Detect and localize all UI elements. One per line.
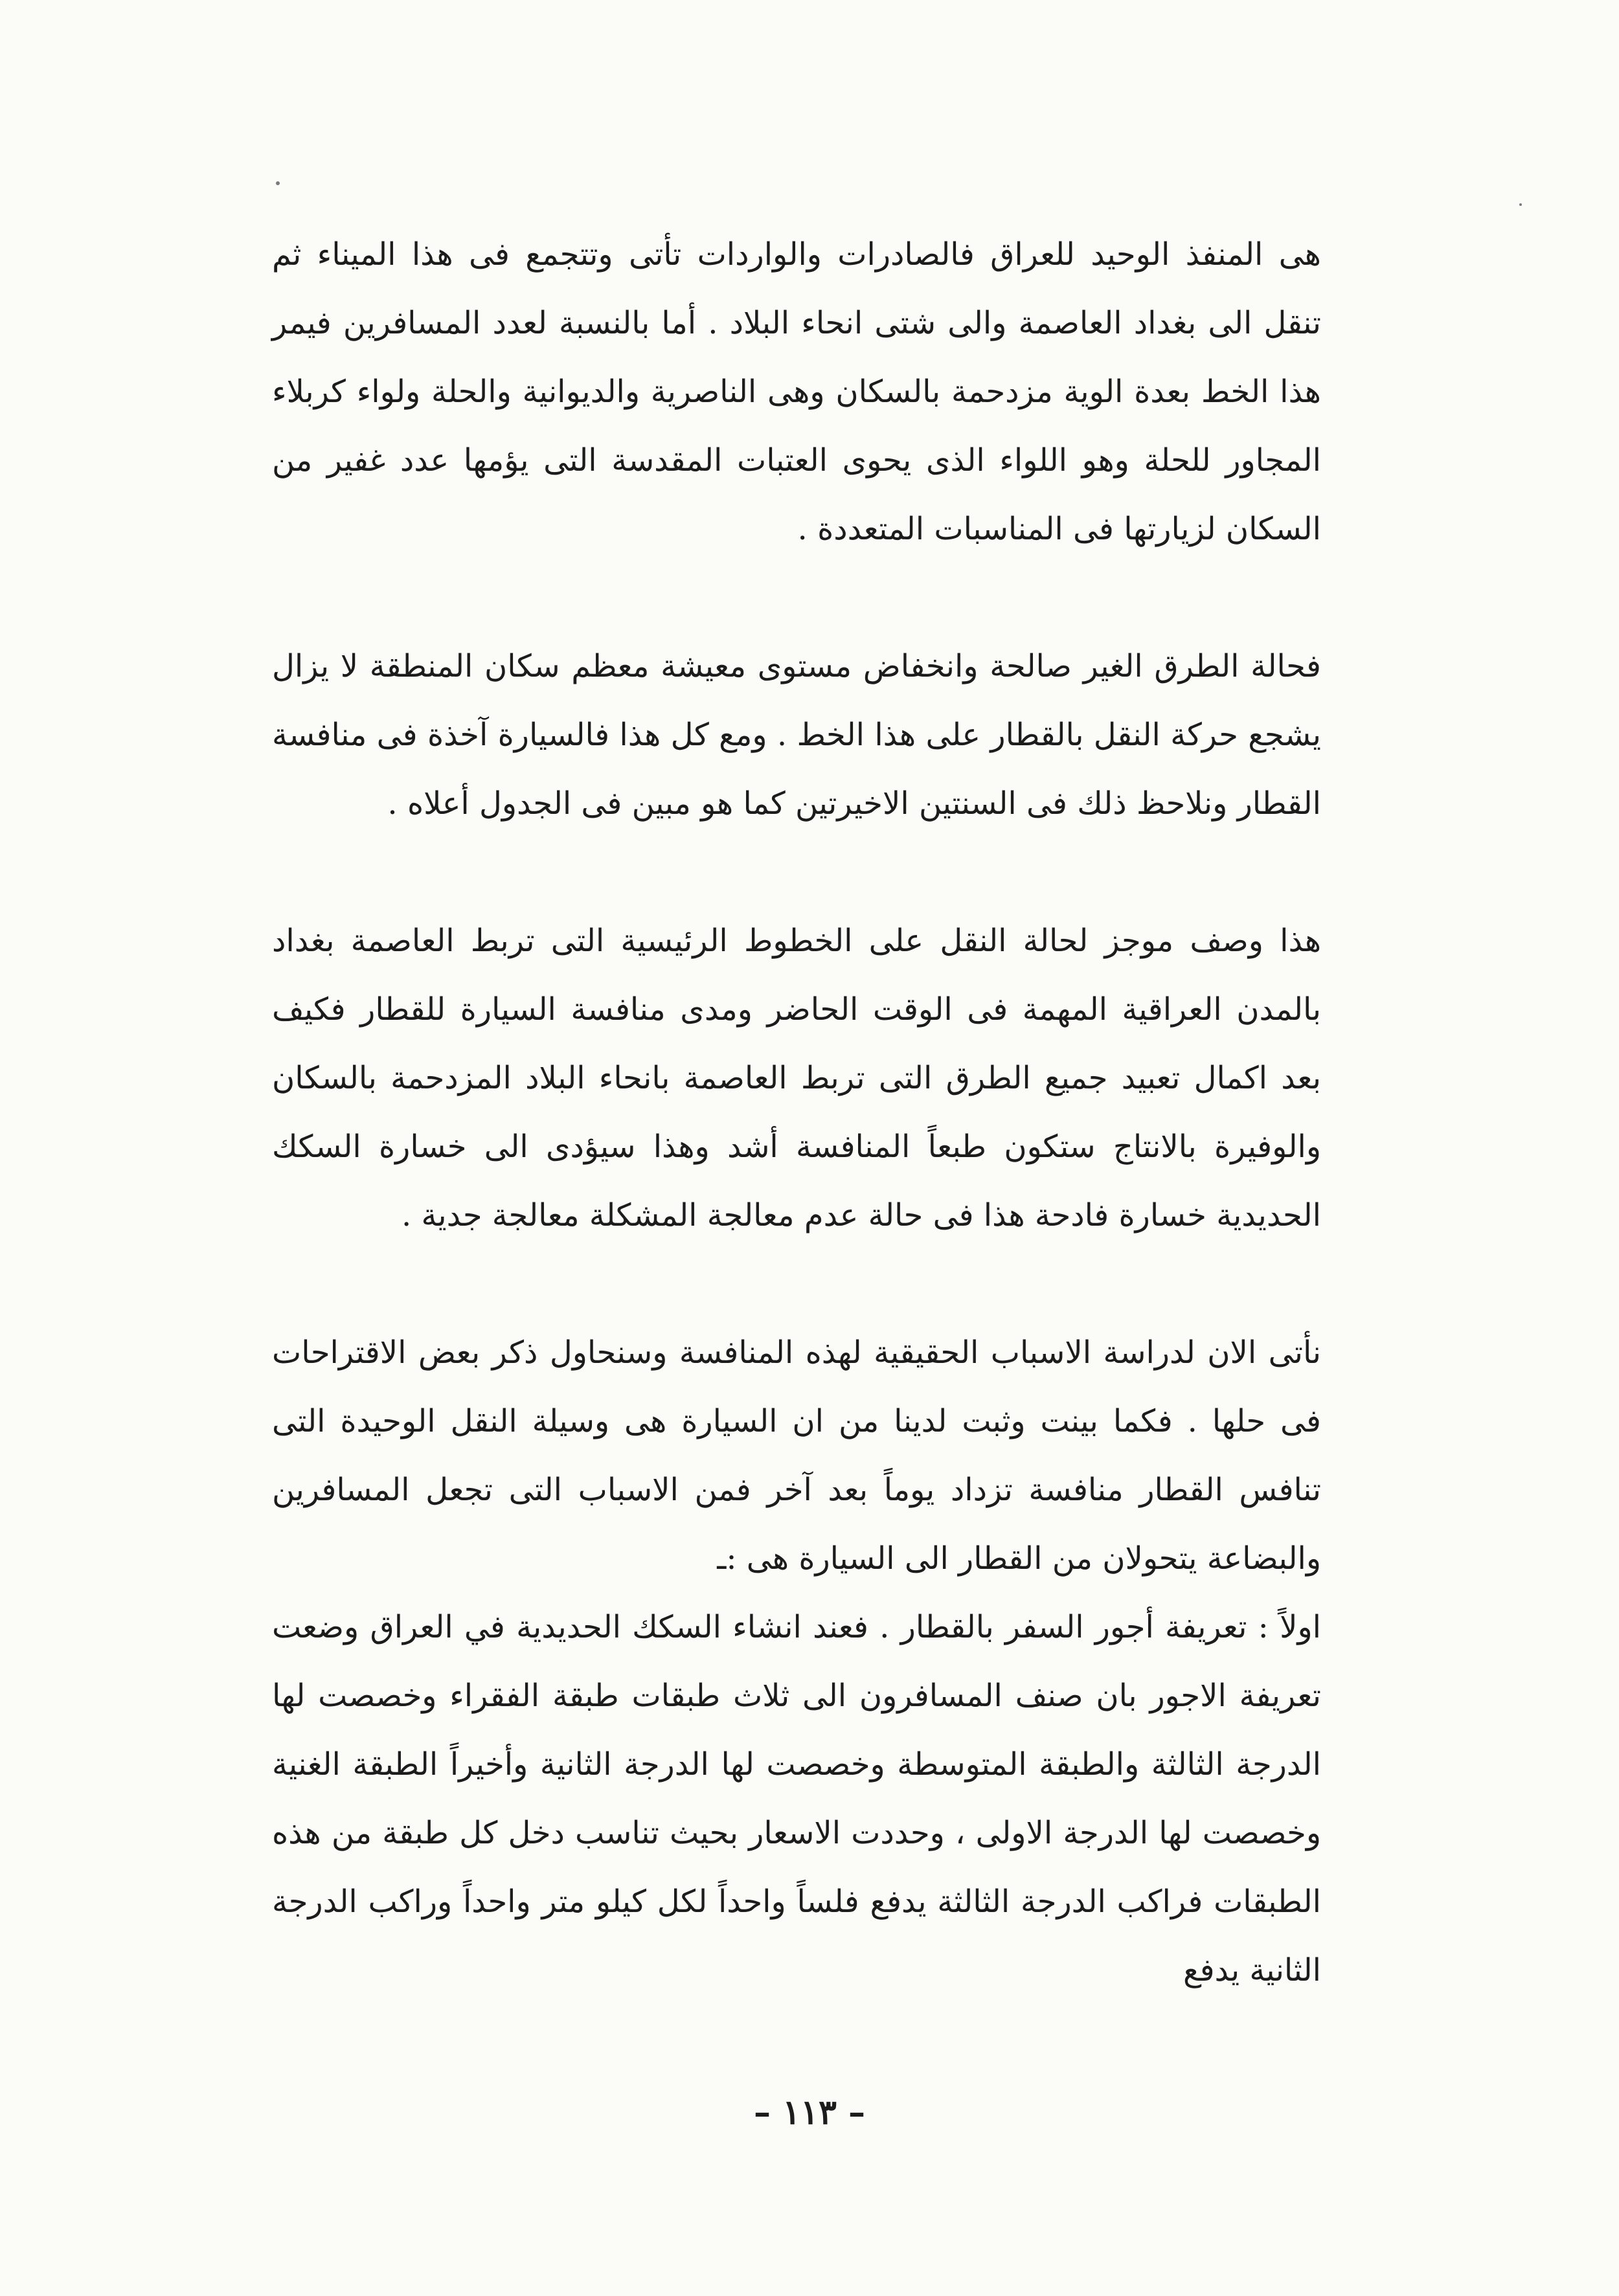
body-paragraph-4 <box>272 1318 1321 1593</box>
paragraph-text: فحالة الطرق الغير صالحة وانخفاض مستوى معيشة معظم سكان المنطقة لا يزال يشجع حركة النقل بالقطار على هذا الخط . ومع كل هذا فالسيارة آخذة فى منافسة القطار ونلاحظ ذلك فى السنتين الاخيرتين كما هو مبين فى الجدول أعلاه . <box>272 648 1322 822</box>
paragraph-text: هذا وصف موجز لحالة النقل على الخطوط الرئيسية التى تربط العاصمة بغداد بالمدن العراقية المهمة فى الوقت الحاضر ومدى منافسة السيارة للقطار فكيف بعد اكمال تعبيد جميع الطرق التى تربط العاصمة بانحاء البلاد المزدحمة بالسكان والوفيرة بالانتاج ستكون طبعاً المنافسة أشد وهذا سيؤدى الى خسارة السكك الحديدية خسارة فادحة هذا فى حالة عدم معالجة المشكلة معالجة جدية . <box>272 923 1322 1233</box>
page-number: – ١١٣ – <box>753 2093 865 2132</box>
body-paragraph-5 <box>272 1593 1321 2005</box>
scan-speck <box>276 181 280 185</box>
body-paragraph-3 <box>272 906 1321 1250</box>
paragraph-text: هى المنفذ الوحيد للعراق فالصادرات والواردات تأتى وتتجمع فى هذا الميناء ثم تنقل الى بغداد العاصمة والى شتى انحاء البلاد . أما بالنسبة لعدد المسافرين فيمر هذا الخط بعدة الوية مزدحمة بالسكان وهى الناصرية والديوانية والحلة ولواء كربلاء المجاور للحلة وهو اللواء الذى يحوى العتبات المقدسة التى يؤمها عدد غفير من السكان لزيارتها فى المناسبات المتعددة . <box>272 236 1321 547</box>
paragraph-text: نأتى الان لدراسة الاسباب الحقيقية لهذه المنافسة وسنحاول ذكر بعض الاقتراحات فى حلها . فكما بينت وثبت لدينا من ان السيارة هى وسيلة النقل الوحيدة التى تنافس القطار منافسة تزداد يوماً بعد آخر فمن الاسباب التى تجعل المسافرين والبضاعة يتحولان من القطار الى السيارة هى :ـ <box>272 1334 1321 1577</box>
paragraph-text: اولاً : تعريفة أجور السفر بالقطار . فعند انشاء السكك الحديدية في العراق وضعت تعريفة الاجور بان صنف المسافرون الى ثلاث طبقات طبقة الفقراء وخصصت لها الدرجة الثالثة والطبقة المتوسطة وخصصت لها الدرجة الثانية وأخيراً الطبقة الغنية وخصصت لها الدرجة الاولى ، وحددت الاسعار بحيث تناسب دخل كل طبقة من هذه الطبقات فراكب الدرجة الثالثة يدفع فلساً واحداً لكل كيلو متر واحداً وراكب الدرجة الثانية يدفع <box>272 1609 1321 1988</box>
body-paragraph-1 <box>272 220 1321 563</box>
body-paragraph-2 <box>272 632 1321 838</box>
scan-speck <box>1519 203 1522 206</box>
